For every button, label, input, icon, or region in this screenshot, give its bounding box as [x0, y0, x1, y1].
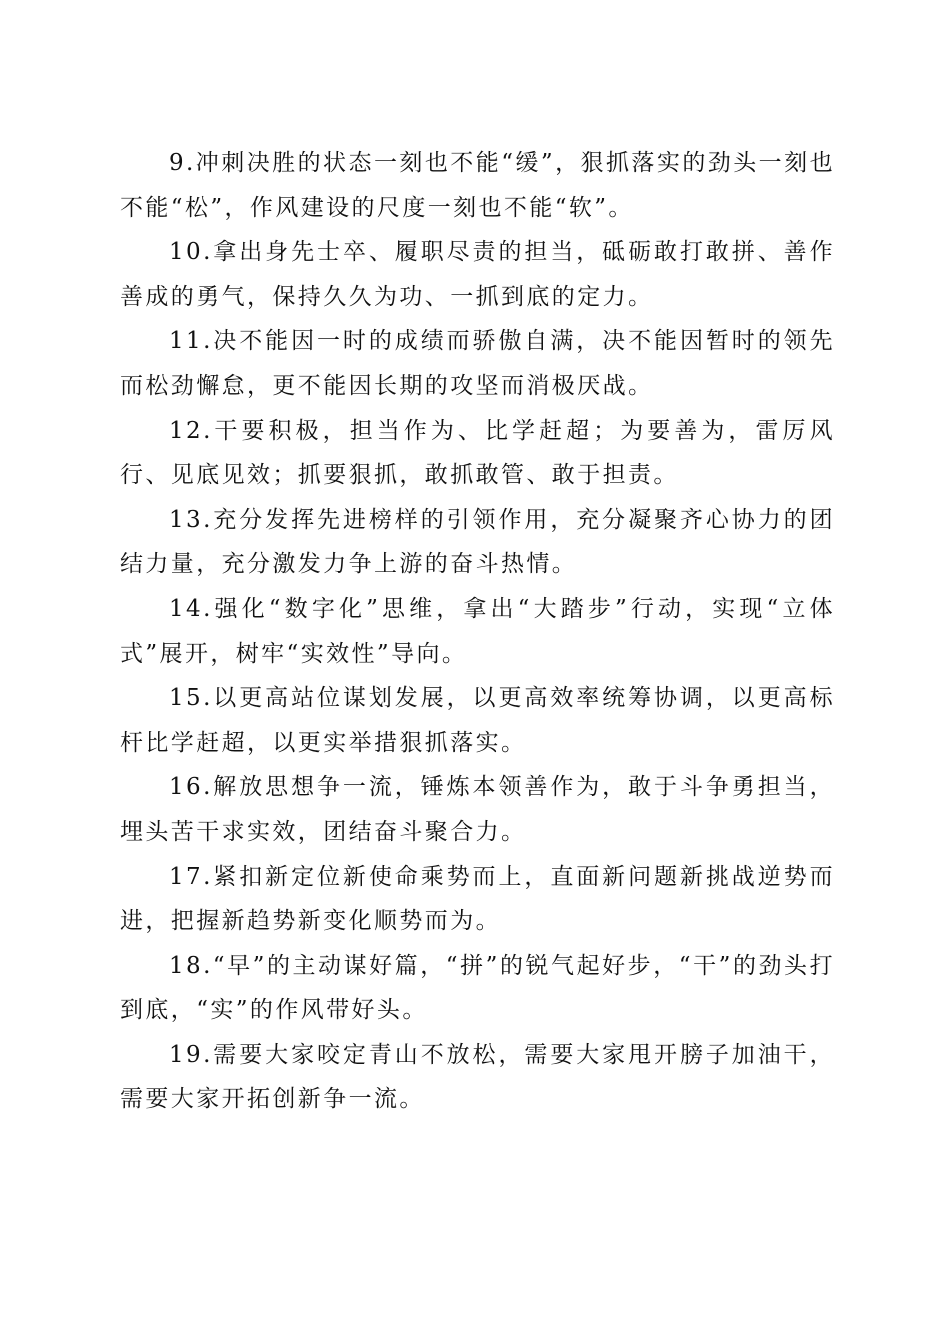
- paragraph-15: 15.以更高站位谋划发展，以更高效率统筹协调，以更高标杆比学赶超，以更实举措狠抓落实。: [120, 685, 835, 756]
- paragraph-19: 19.需要大家咬定青山不放松，需要大家甩开膀子加油干，需要大家开拓创新争一流。: [120, 1041, 835, 1113]
- paragraph-13: 13.充分发挥先进榜样的引领作用，充分凝聚齐心协力的团结力量，充分激发力争上游的奋斗热情。: [120, 506, 835, 578]
- paragraph-9: 9.冲刺决胜的状态一刻也不能“缓”，狠抓落实的劲头一刻也不能“松”，作风建设的尺度一刻也不能“软”。: [120, 150, 835, 221]
- paragraph-14: 14.强化“数字化”思维，拿出“大踏步”行动，实现“立体式”展开，树牢“实效性”导向。: [120, 595, 835, 667]
- paragraph-11: 11.决不能因一时的成绩而骄傲自满，决不能因暂时的领先而松劲懈怠，更不能因长期的攻坚而消极厌战。: [120, 328, 835, 399]
- paragraph-12: 12.干要积极，担当作为、比学赶超；为要善为，雷厉风行、见底见效；抓要狠抓，敢抓敢管、敢于担责。: [120, 417, 835, 489]
- paragraph-18: 18.“早”的主动谋好篇，“拼”的锐气起好步，“干”的劲头打到底，“实”的作风带好头。: [120, 952, 835, 1024]
- document-body: [120, 141, 835, 1122]
- paragraph-10: 10.拿出身先士卒、履职尽责的担当，砥砺敢打敢拼、善作善成的勇气，保持久久为功、一抓到底的定力。: [120, 239, 835, 310]
- paragraph-16: 16.解放思想争一流，锤炼本领善作为，敢于斗争勇担当，埋头苦干求实效，团结奋斗聚合力。: [120, 774, 835, 845]
- paragraph-17: 17.紧扣新定位新使命乘势而上，直面新问题新挑战逆势而进，把握新趋势新变化顺势而为。: [120, 863, 835, 935]
